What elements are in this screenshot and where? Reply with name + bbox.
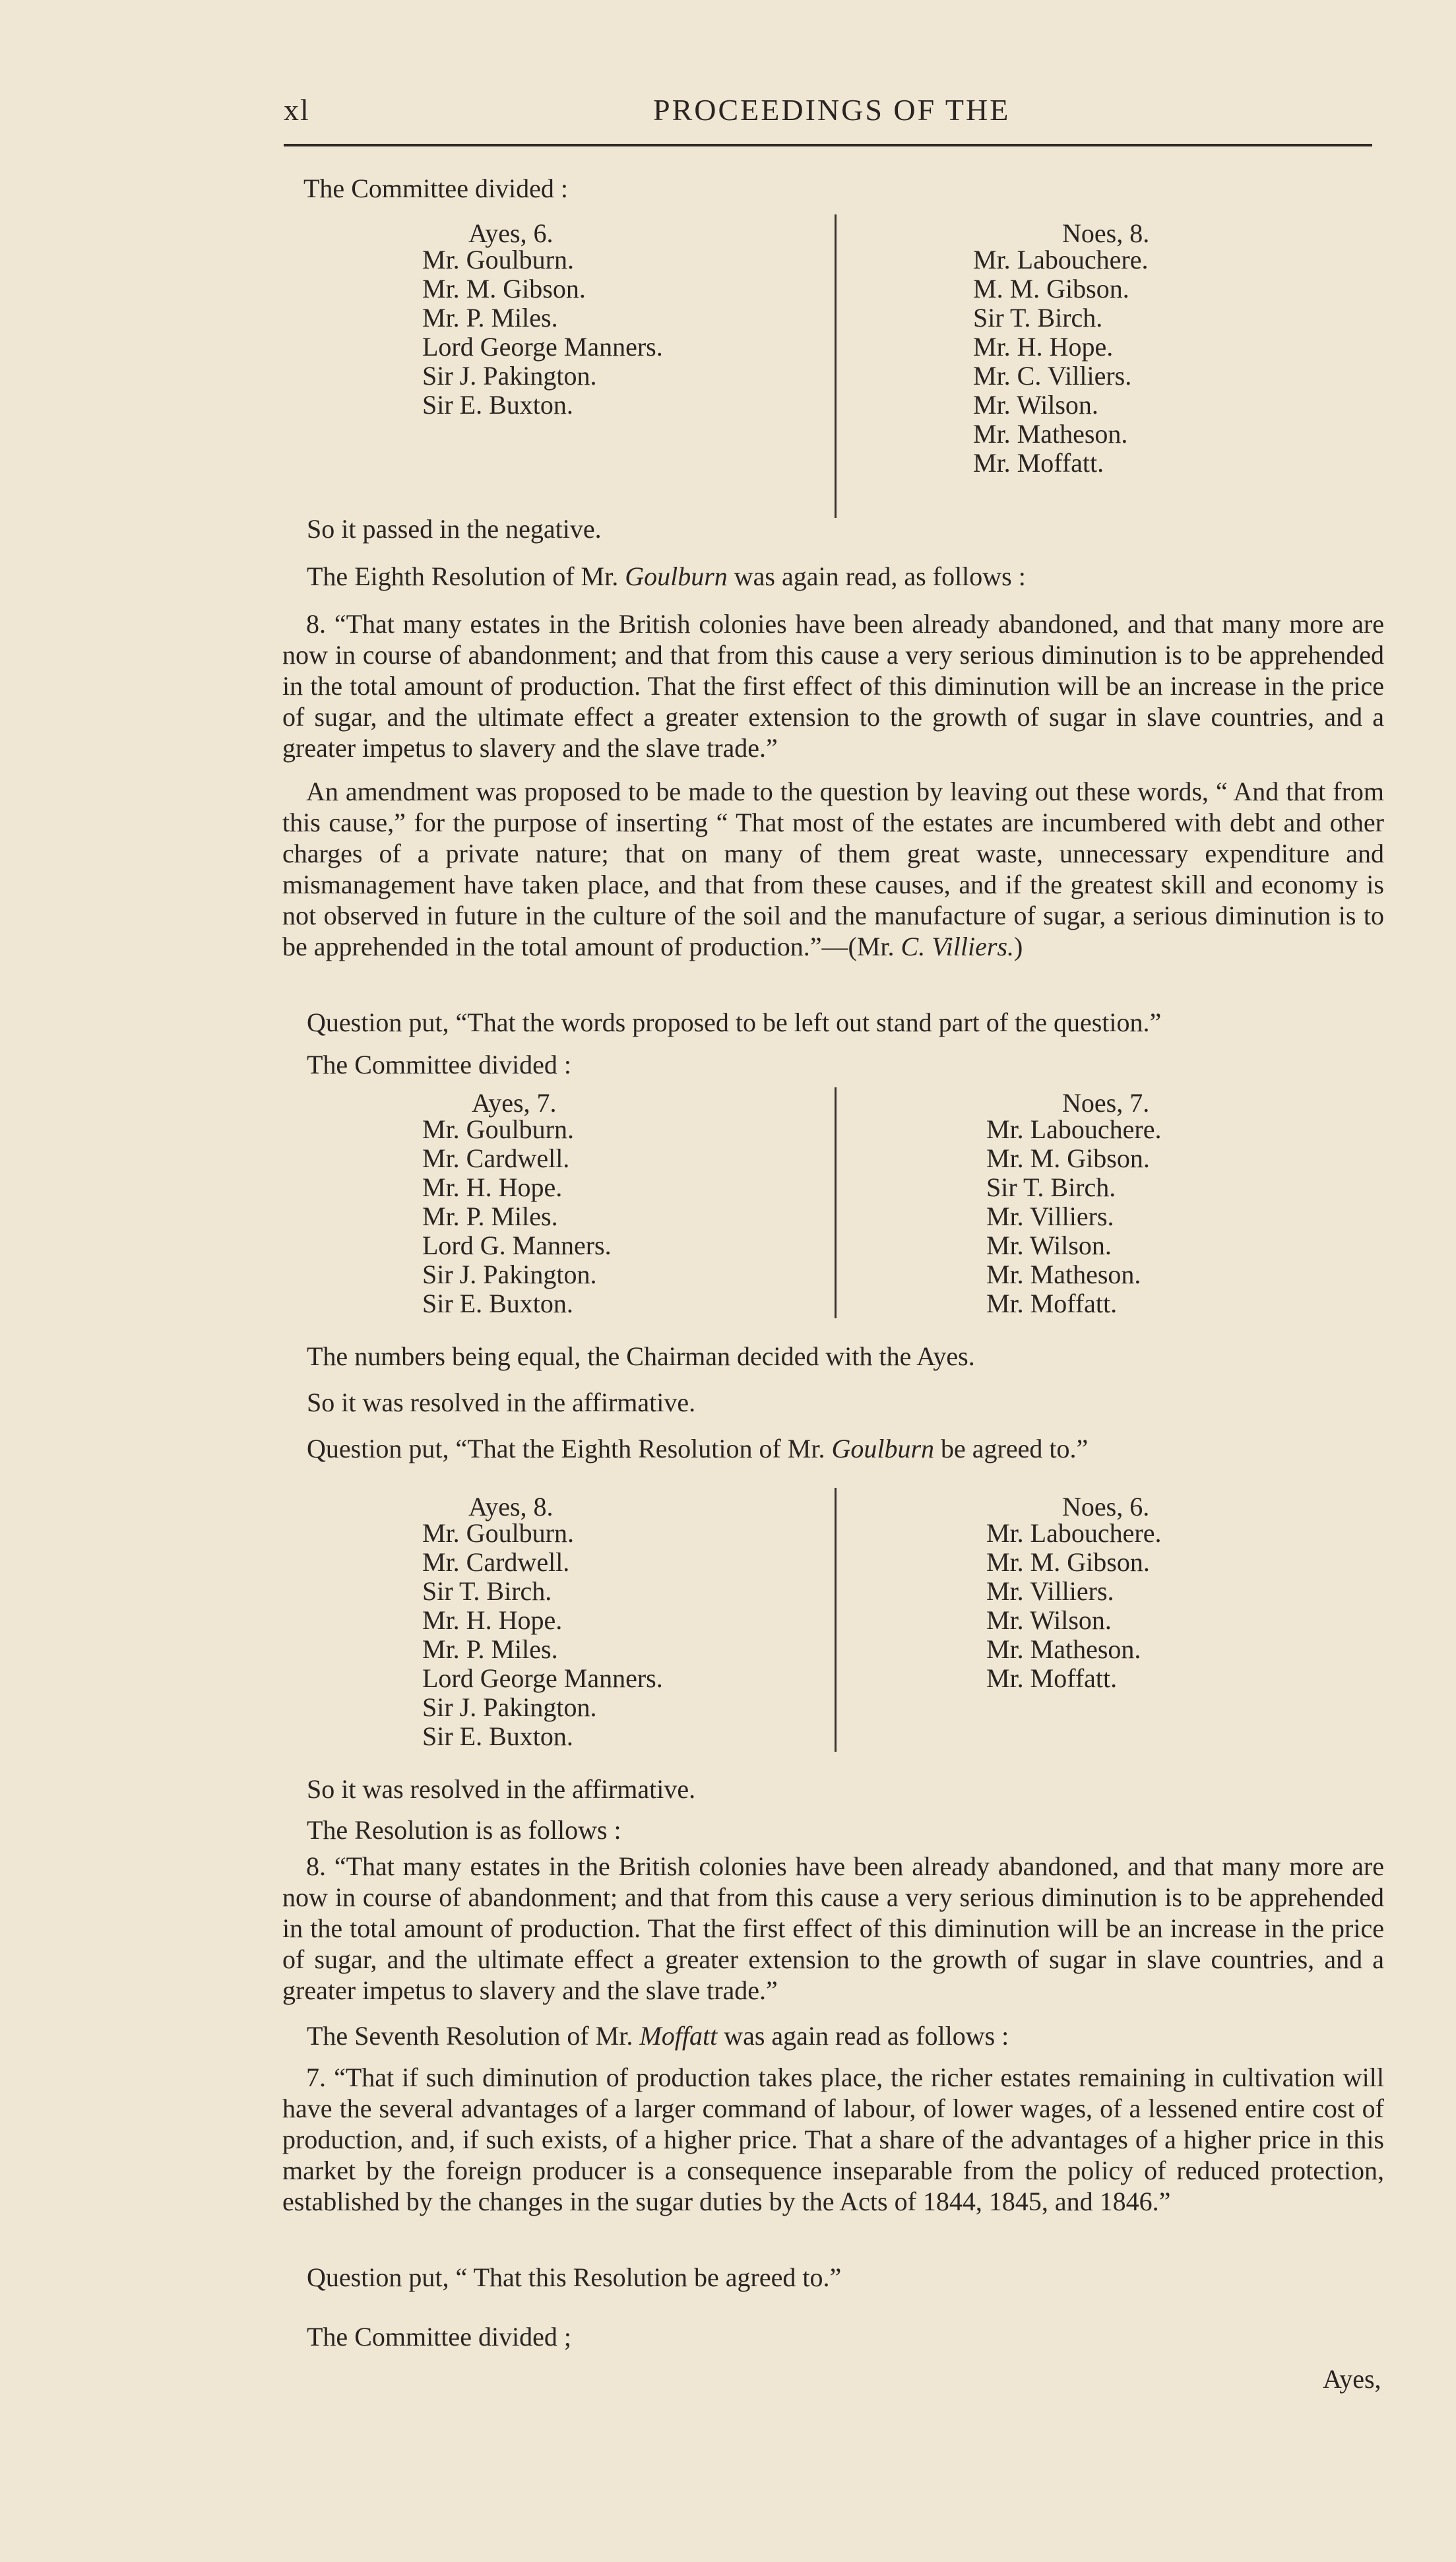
- amendment-paragraph: An amendment was proposed to be made to the question by leaving out these words, “ And that from this cause,” for the purpose of inserting “ That most of the estates are incumbered with debt and other charges of a private nature; that on many of them great waste, unnecessary expenditure and mismanagement have taken place, and that from these causes, and if the greatest skill and economy is not observed in future in the culture of the soil and the manufacture of sugar, a serious diminution is to be apprehended in the total amount of production.”—(Mr. C. Villiers.): [282, 777, 1384, 961]
- division1-ayes-list: [422, 245, 663, 420]
- division3-result: So it was resolved in the affirmative.: [307, 1774, 696, 1804]
- list-item: Mr. M. Gibson.: [986, 1143, 1150, 1173]
- list-item: Mr. P. Miles.: [422, 1201, 558, 1231]
- list-item: Mr. Matheson.: [986, 1260, 1141, 1289]
- list-item: Mr. Moffatt.: [986, 1289, 1118, 1318]
- list-item: Mr. C. Villiers.: [973, 361, 1132, 391]
- division3-noes-title: Noes, 6.: [1062, 1492, 1150, 1521]
- list-item: Mr. Goulburn.: [422, 1114, 574, 1144]
- list-item: Mr. Matheson.: [986, 1634, 1141, 1664]
- eighth-resolution-text: 8. “That many estates in the British colonies have been already abandoned, and that many more are now in course of abandonment; and that from this cause a very serious diminution is to be apprehended in the total amount of production. That the first effect of this diminution will be an increase in the price of sugar, and the ultimate effect a greater extension to the growth of sugar in slave countries, and a greater impetus to slavery and the slave trade.”: [282, 609, 1384, 763]
- list-item: M. M. Gibson.: [973, 274, 1129, 304]
- list-item: Mr. Cardwell.: [422, 1547, 570, 1577]
- list-item: Mr. H. Hope.: [422, 1605, 563, 1635]
- list-item: Lord G. Manners.: [422, 1231, 612, 1260]
- list-item: Mr. Wilson.: [973, 390, 1098, 420]
- list-item: Mr. H. Hope.: [422, 1172, 563, 1202]
- list-item: Sir E. Buxton.: [422, 390, 573, 420]
- column-divider: [835, 214, 837, 518]
- list-item: Sir E. Buxton.: [422, 1289, 573, 1318]
- eighth-read-line: The Eighth Resolution of Mr. Goulburn was again read, as follows :: [307, 561, 1026, 591]
- list-item: Mr. M. Gibson.: [986, 1547, 1150, 1577]
- resolution-intro: The Resolution is as follows :: [307, 1815, 621, 1845]
- column-divider: [835, 1488, 837, 1752]
- list-item: Sir T. Birch.: [973, 303, 1103, 333]
- question-seventh-agreed: Question put, “ That this Resolution be agreed to.”: [307, 2262, 842, 2292]
- committee-divided-line: The Committee divided ;: [307, 2322, 572, 2352]
- division2-equal-note: The numbers being equal, the Chairman decided with the Ayes.: [307, 1341, 975, 1371]
- list-item: Mr. Goulburn.: [422, 245, 574, 274]
- list-item: Mr. Moffatt.: [973, 448, 1104, 478]
- seventh-resolution-text: 7. “That if such diminution of production takes place, the richer estates remaining in cultivation will have the several advantages of a larger command of labour, of lower wages, of a lessened entire cost of production, and, if such exists, of a higher price. That a share of the advantages of a higher price in this market by the foreign producer is a consequence inseparable from the policy of reduced protection, established by the changes in the sugar duties by the Acts of 1844, 1845, and 1846.”: [282, 2063, 1384, 2216]
- page-number: xl: [284, 93, 310, 127]
- member-name: C. Villiers.: [901, 932, 1015, 961]
- list-item: Sir J. Pakington.: [422, 361, 597, 391]
- page-header: [284, 92, 1372, 139]
- question-eighth-agreed: Question put, “That the Eighth Resolution of Mr. Goulburn be agreed to.”: [307, 1434, 1089, 1463]
- list-item: Sir T. Birch.: [422, 1576, 552, 1606]
- list-item: Mr. H. Hope.: [973, 332, 1114, 362]
- list-item: Sir E. Buxton.: [422, 1721, 573, 1751]
- member-name: Goulburn: [831, 1434, 935, 1463]
- resolution-text: 8. “That many estates in the British colonies have been already abandoned, and that many more are now in course of abandonment; and that from this cause a very serious diminution is to be apprehended in the total amount of production. That the first effect of this diminution will be an increase in the price of sugar, and the ultimate effect a greater extension to the growth of sugar in slave countries, and a greater impetus to slavery and the slave trade.”: [282, 1851, 1384, 2005]
- division2-noes-title: Noes, 7.: [1062, 1088, 1150, 1118]
- division2-noes-list: [986, 1115, 1161, 1318]
- division2-intro: The Committee divided :: [307, 1050, 572, 1079]
- list-item: Lord George Manners.: [422, 1663, 663, 1693]
- division3-ayes-list: [422, 1519, 663, 1751]
- division1-intro: The Committee divided :: [303, 174, 569, 203]
- question-words-stand: Question put, “That the words proposed to be left out stand part of the question.”: [307, 1008, 1162, 1037]
- list-item: Mr. Goulburn.: [422, 1518, 574, 1548]
- list-item: Mr. P. Miles.: [422, 303, 558, 333]
- running-title: PROCEEDINGS OF THE: [653, 93, 1011, 127]
- seventh-read-line: The Seventh Resolution of Mr. Moffatt was again read as follows :: [307, 2021, 1009, 2051]
- member-name: Goulburn: [625, 561, 728, 591]
- header-rule: [284, 144, 1372, 146]
- list-item: Sir J. Pakington.: [422, 1260, 597, 1289]
- list-item: Mr. Cardwell.: [422, 1143, 570, 1173]
- division2-ayes-title: Ayes, 7.: [472, 1088, 557, 1118]
- list-item: Sir J. Pakington.: [422, 1692, 597, 1722]
- division1-noes-title: Noes, 8.: [1062, 218, 1150, 248]
- list-item: Mr. Labouchere.: [986, 1518, 1162, 1548]
- division3-ayes-title: Ayes, 8.: [468, 1492, 554, 1521]
- list-item: Mr. Villiers.: [986, 1576, 1114, 1606]
- division3-noes-list: [986, 1519, 1161, 1693]
- division1-result: So it passed in the negative.: [307, 514, 602, 544]
- member-name: Moffatt: [639, 2021, 718, 2051]
- division2-ayes-list: [422, 1115, 612, 1318]
- list-item: Lord George Manners.: [422, 332, 663, 362]
- division2-result: So it was resolved in the affirmative.: [307, 1388, 696, 1417]
- list-item: Mr. Labouchere.: [986, 1114, 1162, 1144]
- list-item: Mr. Wilson.: [986, 1605, 1112, 1635]
- catchword: Ayes,: [1323, 2364, 1381, 2394]
- list-item: Mr. Villiers.: [986, 1201, 1114, 1231]
- list-item: Mr. P. Miles.: [422, 1634, 558, 1664]
- division1-ayes-title: Ayes, 6.: [468, 218, 554, 248]
- column-divider: [835, 1087, 837, 1318]
- list-item: Mr. Wilson.: [986, 1231, 1112, 1260]
- list-item: Sir T. Birch.: [986, 1172, 1116, 1202]
- list-item: Mr. Moffatt.: [986, 1663, 1118, 1693]
- division1-noes-list: [973, 245, 1148, 478]
- list-item: Mr. Matheson.: [973, 419, 1128, 449]
- list-item: Mr. M. Gibson.: [422, 274, 586, 304]
- list-item: Mr. Labouchere.: [973, 245, 1149, 274]
